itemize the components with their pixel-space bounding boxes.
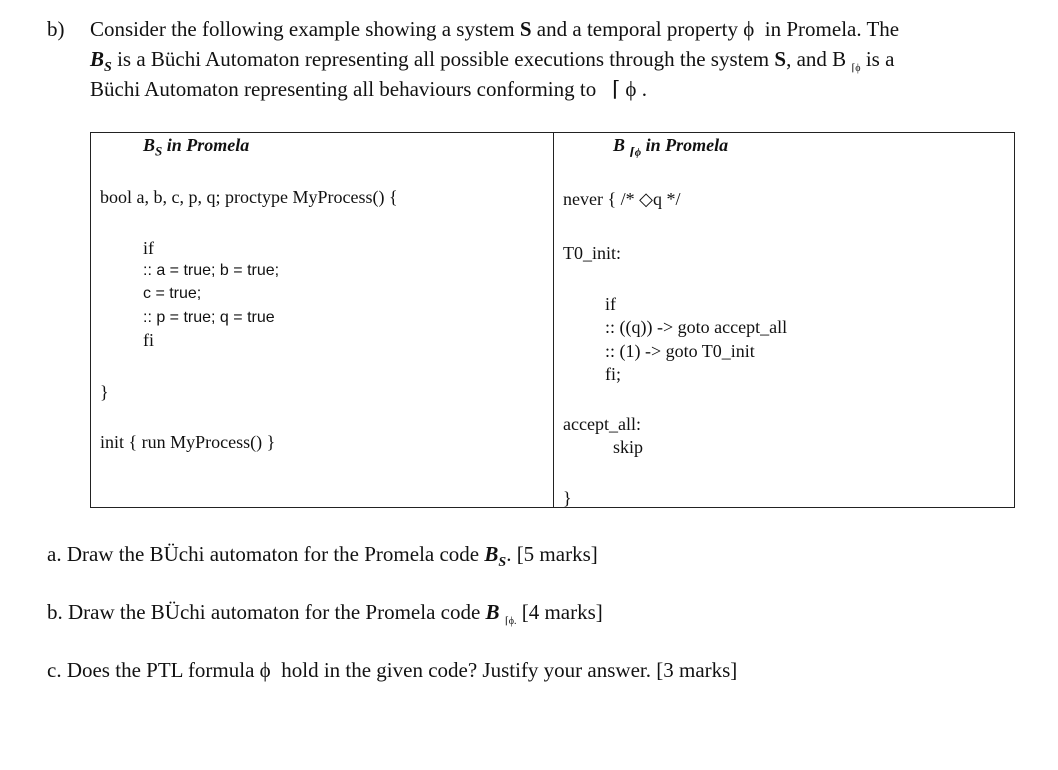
right-code-fi: fi; <box>605 364 621 384</box>
right-code-option-1: :: ((q)) -> goto accept_all <box>605 317 788 337</box>
section-label: b) <box>47 17 65 41</box>
right-code-if: if <box>605 294 616 314</box>
intro-line-2: $B_S$ is a Büchi Automaton representing all possible executions through the system S, and B $_{⌈\phi}$ is a <box>90 47 895 76</box>
right-code-close-brace: } <box>563 488 572 508</box>
intro-line-3: Büchi Automaton representing all behaviours conforming to ⌈ ϕ . <box>90 77 647 101</box>
left-code-line-decl: bool a, b, c, p, q; proctype MyProcess() { <box>100 187 398 207</box>
left-column-header: $B_S$ in Promela <box>143 135 250 159</box>
phi-symbol: ϕ <box>743 17 755 41</box>
right-code-never: never { /* ◇q */ <box>563 189 681 209</box>
phi-symbol: ϕ <box>259 658 271 682</box>
question-a: a. Draw the BÜchi automaton for the Promela code $B_S$. [5 marks] <box>47 542 598 571</box>
right-column-header: B $_{⌈\phi}$ in Promela <box>613 135 729 159</box>
right-code-t0-label: T0_init: <box>563 243 621 263</box>
left-code-option-1: :: a = true; b = true; <box>143 262 280 279</box>
intro-line-1: Consider the following example showing a system S and a temporal property ϕ in Promela. The <box>90 17 900 41</box>
right-code-skip: skip <box>613 437 644 457</box>
question-b: b. Draw the BÜchi automaton for the Promela code B $_{⌈\phi.}$ [4 marks] <box>47 600 603 628</box>
right-code-accept-label: accept_all: <box>563 414 641 434</box>
question-c: c. Does the PTL formula ϕ hold in the given code? Justify your answer. [3 marks] <box>47 658 738 682</box>
left-code-if: if <box>143 238 154 258</box>
left-code-option-2: :: p = true; q = true <box>143 309 275 326</box>
left-code-fi: fi <box>143 330 154 350</box>
left-code-init: init { run MyProcess() } <box>100 432 276 452</box>
table-divider <box>553 132 554 508</box>
left-code-c-assign: c = true; <box>143 285 202 302</box>
left-code-close-brace: } <box>100 382 109 402</box>
right-code-option-2: :: (1) -> goto T0_init <box>605 341 755 361</box>
